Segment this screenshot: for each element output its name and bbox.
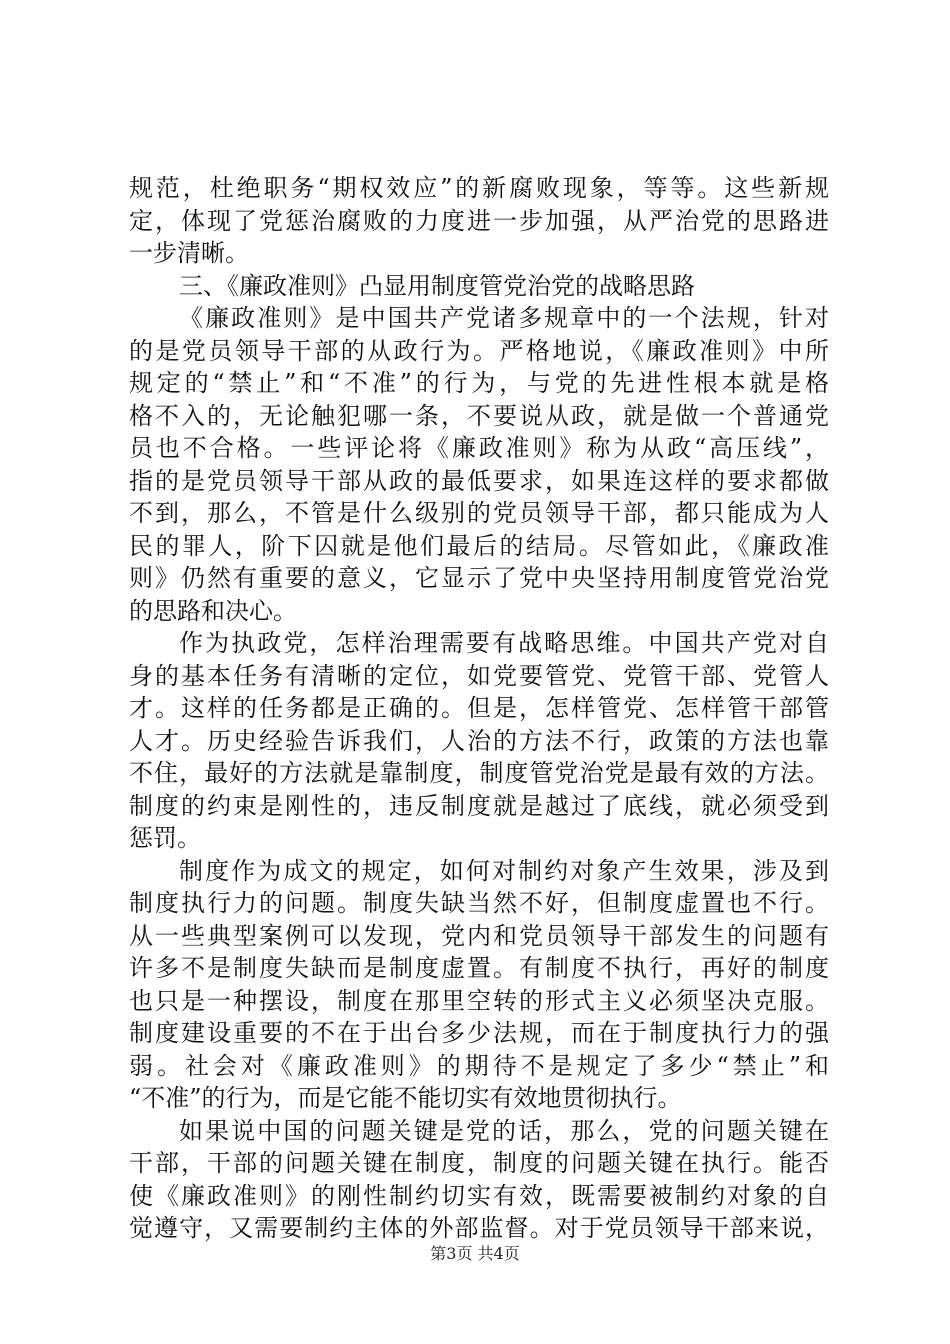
text-line: 干部，干部的问题关键在制度，制度的问题关键在执行。能否 [129,1149,829,1177]
text-line: 从一些典型案例可以发现，党内和党员领导干部发生的问题有 [129,921,829,950]
paragraph [129,1115,829,1245]
paragraph [129,627,829,855]
text-line: 不住，最好的方法就是靠制度，制度管党治党是最有效的方法。 [129,759,829,787]
text-line: 人才。历史经验告诉我们，人治的方法不行，政策的方法也靠 [129,726,829,755]
text-line: 则》仍然有重要的意义，它显示了党中央坚持用制度管党治党 [129,564,829,592]
text-line: 定，体现了党惩治腐败的力度进一步加强，从严治党的思路进 [129,206,829,235]
paragraph [129,302,829,627]
text-line: 也只是一种摆设，制度在那里空转的形式主义必须坚决克服。 [129,986,829,1015]
text-line: 身的基本任务有清晰的定位，如党要管党、党管干部、党管人 [129,661,829,690]
text-line: 《廉政准则》是中国共产党诸多规章中的一个法规，针对 [179,304,829,332]
text-line: 指的是党员领导干部从政的最低要求，如果连这样的要求都做 [129,466,829,495]
text-line: 作为执政党，怎样治理需要有战略思维。中国共产党对自 [179,629,829,657]
text-line: 规范，杜绝职务“期权效应”的新腐败现象，等等。这些新规 [129,174,829,202]
paragraph [129,172,829,270]
paragraph [129,270,829,303]
text-line: 民的罪人，阶下囚就是他们最后的结局。尽管如此，《廉政准 [129,531,829,560]
text-line: 弱。社会对《廉政准则》的期待不是规定了多少“禁止”和 [129,1051,829,1080]
page-footer: 第3页 共4页 [430,1244,520,1263]
text-line: 员也不合格。一些评论将《廉政准则》称为从政“高压线”， [129,434,829,462]
text-line: 规定的“禁止”和“不准”的行为，与党的先进性根本就是格 [129,369,829,397]
text-line: 的是党员领导干部的从政行为。严格地说，《廉政准则》中所 [129,336,829,365]
text-line: 许多不是制度失缺而是制度虚置。有制度不执行，再好的制度 [129,954,829,982]
text-line: 一步清晰。 [129,239,249,267]
text-line: 如果说中国的问题关键是党的话，那么，党的问题关键在 [179,1116,829,1145]
text-line: 才。这样的任务都是正确的。但是，怎样管党、怎样管干部管 [129,694,829,722]
text-line: 的思路和决心。 [129,596,297,625]
text-line: 制度执行力的问题。制度失缺当然不好，但制度虚置也不行。 [129,889,829,917]
text-line: 制度建设重要的不在于出台多少法规，而在于制度执行力的强 [129,1019,829,1047]
text-line: 制度作为成文的规定，如何对制约对象产生效果，涉及到 [179,856,829,885]
text-line: “不准”的行为，而是它能不能切实有效地贯彻执行。 [129,1084,682,1112]
paragraph [129,855,829,1115]
text-line: 格不入的，无论触犯哪一条，不要说从政，就是做一个普通党 [129,401,829,430]
text-line: 制度的约束是刚性的，违反制度就是越过了底线，就必须受到 [129,791,829,820]
text-line: 惩罚。 [129,824,201,852]
text-line: 三、《廉政准则》凸显用制度管党治党的战略思路 [179,271,695,300]
text-line: 不到，那么，不管是什么级别的党员领导干部，都只能成为人 [129,499,829,527]
text-line: 觉遵守，又需要制约主体的外部监督。对于党员领导干部来说， [129,1214,829,1242]
document-body [129,172,829,1245]
text-line: 使《廉政准则》的刚性制约切实有效，既需要被制约对象的自 [129,1181,829,1210]
